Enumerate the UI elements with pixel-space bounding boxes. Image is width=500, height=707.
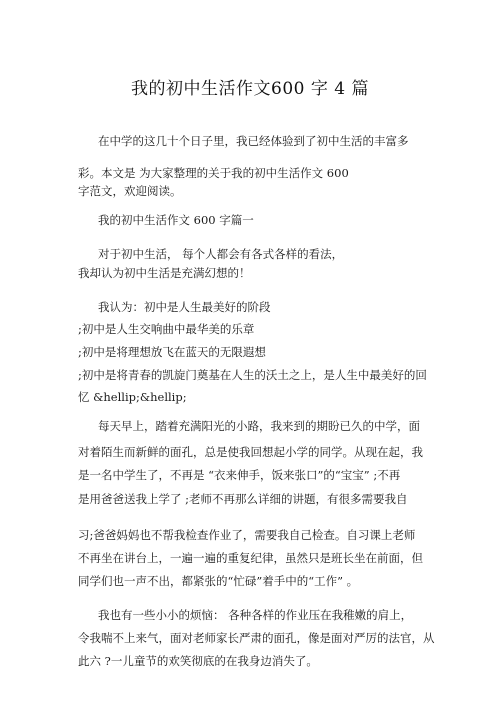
paragraph-line: 不再坐在讲台上，一遍一遍的重复纪律，虽然只是班长坐在前面，但	[78, 551, 423, 565]
paragraph-line: 字范文，欢迎阅读。	[78, 184, 182, 198]
paragraph-line: 令我喘不上来气，面对老师家长严肃的面孔，像是面对严厉的法官，从	[78, 631, 435, 645]
paragraph-line: 对于初中生活， 每个人都会有各式各样的看法，	[98, 247, 344, 261]
paragraph-line: ;初中是将理想放飞在蓝天的无限遐想	[78, 345, 266, 359]
paragraph-line: 每天早上，踏着充满阳光的小路，我来到的期盼已久的中学，面	[98, 419, 420, 433]
paragraph-line: 忆 &hellip;&hellip;	[78, 390, 187, 404]
section-heading: 我的初中生活作文 600 字篇一	[98, 213, 254, 227]
paragraph-line: 是一名中学生了，不再是 “衣来伸手，饭来张口”的“宝宝” ;不再	[78, 468, 401, 482]
paragraph-line: 我却认为初中生活是充满幻想的！	[78, 266, 251, 280]
document-title: 我的初中生活作文600 字 4 篇	[131, 79, 369, 99]
paragraph-line: 习;爸爸妈妈也不帮我检查作业了，需要我自己检查。自习课上老师	[78, 528, 416, 542]
paragraph-line: 此六 ?一儿童节的欢笑彻底的在我身边消失了。	[78, 654, 318, 668]
paragraph-line: ;初中是人生交响曲中最华美的乐章	[78, 322, 255, 336]
paragraph-line: 彩。本文是 为大家整理的关于我的初中生活作文 600	[78, 166, 349, 180]
paragraph-line: 对着陌生而新鲜的面孔，总是使我回想起小学的同学。从现在起，我	[78, 445, 423, 459]
paragraph-line: 同学们也一声不出，都紧张的“忙碌”着手中的“工作” 。	[78, 574, 359, 588]
paragraph-line: 是用爸爸送我上学了 ;老师不再那么详细的讲题，有很多需要我自	[78, 492, 408, 506]
paragraph-line: ;初中是将青春的凯旋门奠基在人生的沃土之上，是人生中最美好的回	[78, 368, 427, 382]
paragraph-line: 我认为：初中是人生最美好的阶段	[98, 300, 271, 314]
paragraph-line: 在中学的这几十个日子里，我已经体验到了初中生活的丰富多	[98, 134, 409, 148]
paragraph-line: 我也有一些小小的烦恼： 各种各样的作业压在我稚嫩的肩上，	[98, 608, 413, 622]
